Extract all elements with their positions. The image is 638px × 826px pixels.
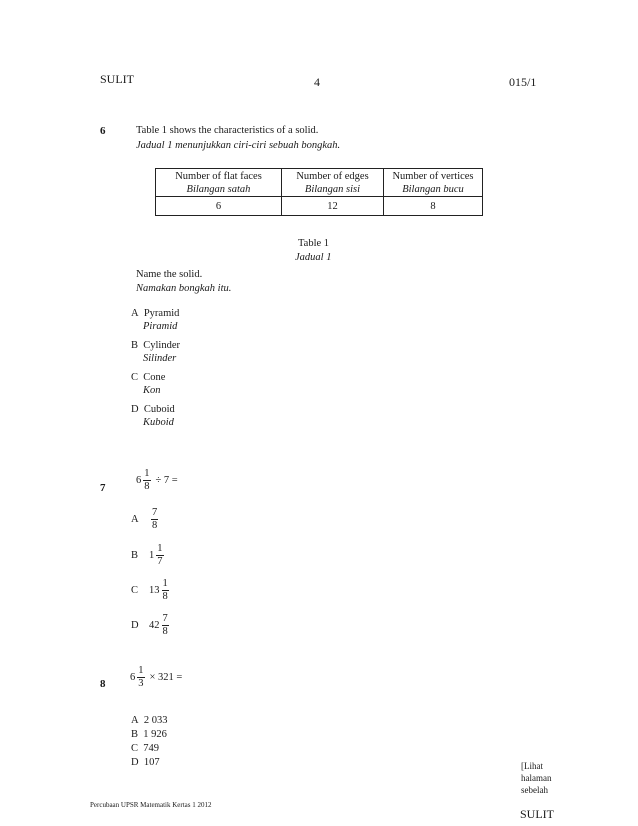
- question-6-prompt-en: Name the solid.: [136, 269, 203, 280]
- option-c[interactable]: C Cone Kon: [131, 371, 180, 403]
- q8-option-d[interactable]: D 107: [131, 757, 160, 768]
- footer-sulit: SULIT: [520, 807, 554, 821]
- option-a-ms: Piramid: [143, 321, 178, 332]
- table-header-vertices: Number of vertices: [384, 169, 483, 184]
- question-8-expression: 6 $\frac{1}{3}$ × 321 =: [130, 665, 183, 689]
- option-d-en: Cuboid: [143, 404, 175, 415]
- table-header-edges-ms: Bilangan sisi: [282, 183, 384, 197]
- option-b-ms: Silinder: [143, 353, 177, 364]
- option-b[interactable]: B Cylinder Silinder: [131, 340, 181, 364]
- question-6-text-ms: Jadual 1 menunjukkan ciri-ciri sebuah bongkah.: [136, 140, 341, 151]
- q7-option-c[interactable]: C 13 $\frac{1}{8}$: [131, 578, 168, 602]
- table-cell-vertices: 8: [384, 197, 483, 216]
- table-header-faces-ms: Bilangan satah: [156, 183, 282, 197]
- option-a[interactable]: A Pyramid Piramid: [131, 308, 180, 332]
- page-number: 4: [314, 75, 320, 89]
- q8-option-b[interactable]: B 1 926: [131, 729, 167, 740]
- question-8-number: 8: [100, 678, 106, 690]
- option-c-en: Cone: [143, 372, 166, 383]
- question-7-expression: 6 $\frac{1}{8}$ ÷ 7 =: [136, 468, 178, 492]
- question-6-number: 6: [100, 125, 106, 137]
- footer-paper-title: Percubaan UPSR Matematik Kertas 1 2012: [90, 801, 212, 809]
- option-d-ms: Kuboid: [143, 417, 174, 428]
- option-d[interactable]: D Cuboid Kuboid: [131, 403, 180, 435]
- table-caption-en: Table 1: [298, 238, 330, 249]
- option-b-en: Cylinder: [143, 340, 181, 351]
- option-a-en: Pyramid: [143, 308, 180, 319]
- q7-option-a[interactable]: A $\frac{7}{8}$: [131, 507, 158, 531]
- table-cell-edges: 12: [282, 197, 384, 216]
- table-header-edges: Number of edges: [282, 169, 384, 184]
- q7-option-b[interactable]: B 1 $\frac{1}{7}$: [131, 543, 163, 567]
- question-6-options: [131, 307, 180, 435]
- question-6-text-en: Table 1 shows the characteristics of a solid.: [136, 125, 319, 136]
- paper-code: 015/1: [509, 75, 537, 89]
- turn-page-note: [Lihat halaman sebelah: [521, 761, 552, 795]
- q8-option-c[interactable]: C 749: [131, 743, 160, 754]
- option-c-ms: Kon: [143, 385, 161, 396]
- table-header-faces: Number of flat faces: [156, 169, 282, 184]
- characteristics-table: [155, 168, 483, 216]
- header-sulit: SULIT: [100, 72, 134, 86]
- table-cell-faces: 6: [156, 197, 282, 216]
- table-header-vertices-ms: Bilangan bucu: [384, 183, 483, 197]
- question-8-options: [131, 714, 167, 770]
- question-7-number: 7: [100, 482, 106, 494]
- question-6-prompt-ms: Namakan bongkah itu.: [136, 283, 232, 294]
- q7-option-d[interactable]: D 42 $\frac{7}{8}$: [131, 613, 168, 637]
- q8-option-a[interactable]: A 2 033: [131, 715, 168, 726]
- table-caption-ms: Jadual 1: [295, 252, 332, 263]
